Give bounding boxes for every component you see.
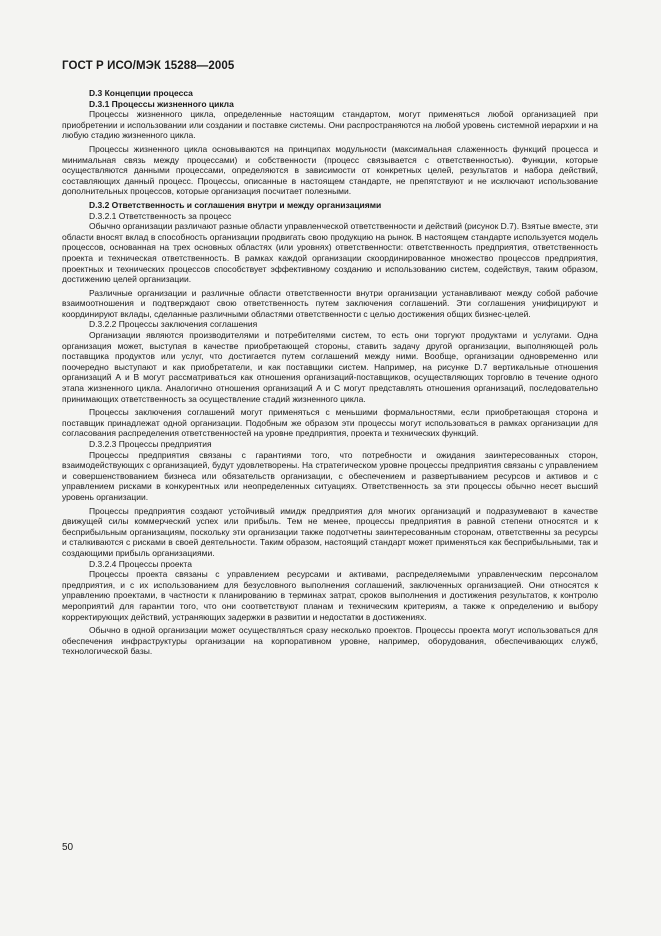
section-heading-d32: D.3.2 Ответственность и соглашения внутри и между организациями	[89, 199, 382, 210]
section-heading-d3: D.3 Концепции процесса	[89, 88, 193, 98]
paragraph: Обычно организации различают разные области управленческой ответственности и действий (рисунок D.7). Взятые вместе, эти области вносят вклад в способность организации продвигать свою продукцию на рынок. В настоящем стандарте используется модель процессов, основанная на трех основных областях (или уровнях) ответственности: ответственность предприятия, ответственность проекта и техническая ответственность. В рамках каждой организации скоординированное множество процессов предприятия, проектных и технических процессов способствует эффективному созданию и использованию систем, содействуя, таким образом, достижению целей организации.	[62, 221, 598, 285]
paragraph: Процессы жизненного цикла основываются на принципах модульности (максимальная слаженность функций процесса и минимальная связь между процессами) и собственности (процесс связывается с ответственностью). Функции, которые осуществляются данными процессами, определяются в зависимости от конкретных целей, результатов и набора действий, составляющих данный процесс. Процессы, описанные в настоящем стандарте, не препятствуют и не исключают использование дополнительных процессов, которые организация посчитает полезными.	[62, 143, 598, 197]
page-number: 50	[62, 842, 74, 853]
paragraph: Различные организации и различные области ответственности внутри организации устанавливают между собой рабочие взаимоотношения и подтверждают свою ответственность путем заключения соглашений. Эти соглашения унифицируют и координируют вклады, сделанные различными областями ответственности с целью достижения общих бизнес-целей.	[62, 287, 598, 319]
paragraph: Организации являются производителями и потребителями систем, то есть они торгуют продуктами и услугами. Одна организация может, выступая в качестве приобретающей стороны, ставить задачу другой организации, выполняющей роль поставщика продуктов или услуг, что достигается путем соглашений между ними. Вообще, организации одновременно или поочередно выступают и как приобретатели, и как поставщики систем. Например, на рисунке D.7 вертикальные отношения организаций А и В могут рассматриваться как отношения организаций-поставщиков, осуществляющих торговлю в течение одного этапа жизненного цикла. Аналогично отношения организаций А и С могут представлять отношения организаций, последовательно принимающих ответственность за осуществление стадий жизненного цикла.	[62, 330, 598, 404]
section-heading-d324: D.3.2.4 Процессы проекта	[89, 558, 192, 569]
paragraph: Процессы предприятия создают устойчивый имидж предприятия для многих организаций и подразумевают в качестве движущей силы коммерческий успех или прибыль. Тем не менее, процессы предприятия в равной степени относятся и к бесприбыльным организациям, поскольку эти организации также подотчетны заинтересованным сторонам, ответственны за ресурсы и сталкиваются с рисками в своей деятельности. Таким образом, настоящий стандарт может применяться как бесприбыльными, так и создающими прибыль организациями.	[62, 505, 598, 558]
paragraph: Процессы жизненного цикла, определенные настоящим стандартом, могут применяться любой организацией при приобретении и использовании или создании и поставке системы. Они распространяются на любой уровень системной иерархии и на любую стадию жизненного цикла.	[62, 109, 598, 141]
section-heading-d31: D.3.1 Процессы жизненного цикла	[89, 98, 234, 109]
paragraph: Процессы заключения соглашений могут применяться с меньшими формальностями, если приобретающая сторона и поставщик принадлежат одной организации. Подобным же образом эти процессы могут использоваться в рамках организации для согласования распределения ответственностей на уровне предприятия, проекта и технических функций.	[62, 407, 598, 439]
page-content	[62, 88, 598, 657]
document-header: ГОСТ Р ИСО/МЭК 15288—2005	[62, 60, 235, 72]
paragraph: Обычно в одной организации может осуществляться сразу несколько проектов. Процессы проекта могут использоваться для обеспечения инфраструктуры организации на корпоративном уровне, например, оборудования, обеспечивающих служб, технологической базы.	[62, 625, 598, 657]
section-heading-d323: D.3.2.3 Процессы предприятия	[89, 439, 212, 449]
paragraph: Процессы предприятия связаны с гарантиями того, что потребности и ожидания заинтересованных сторон, взаимодействующих с организацией, будут удовлетворены. На стратегическом уровне процессы предприятия связаны с управлением и совершенствованием бизнеса или обязательств организации, с обеспечением и развертыванием ресурсов и активов и с управлением рисками в конкурентных или неопределенных ситуациях. Ответственность за эти процессы обычно несет высший уровень организации.	[62, 449, 598, 502]
section-heading-d321: D.3.2.1 Ответственность за процесс	[89, 210, 232, 221]
paragraph: Процессы проекта связаны с управлением ресурсами и активами, распределяемыми управленческим персоналом предприятия, и с их использованием для безусловного выполнения соглашений, заключенных организацией. Они относятся к управлению проектами, в частности к планированию в терминах затрат, сроков выполнения и достижения результатов, к контролю мероприятий для гарантии того, что они соответствуют планам и техническим критериям, а также к определению и выбору корректирующих действий, устраняющих задержки в развитии и недостатки в достижениях.	[62, 569, 598, 622]
section-heading-d322: D.3.2.2 Процессы заключения соглашения	[89, 319, 258, 330]
